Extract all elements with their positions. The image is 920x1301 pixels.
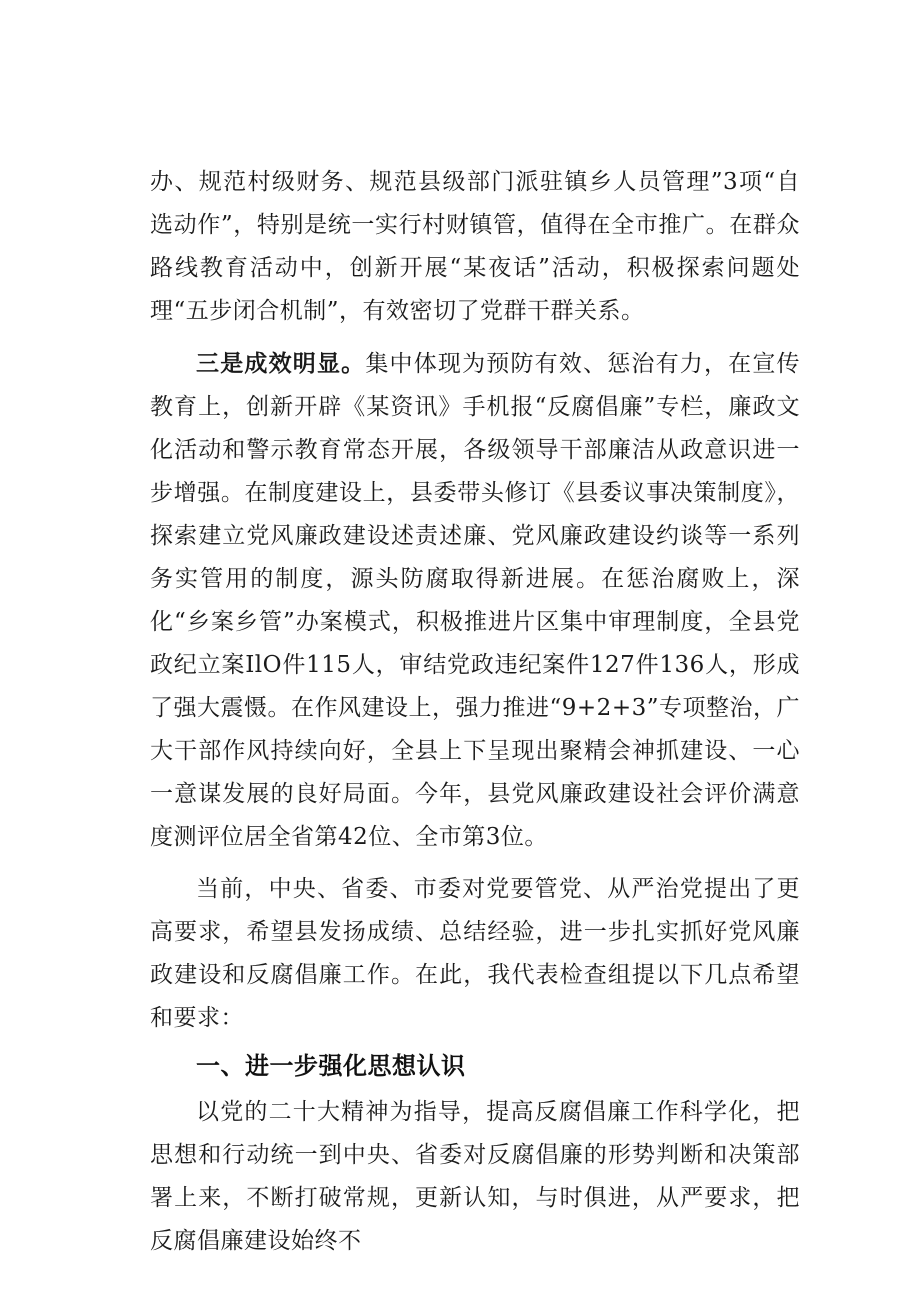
document-body	[150, 161, 800, 1263]
section-heading: 一、进一步强化思想认识	[196, 1052, 466, 1080]
paragraph-results-body: 集中体现为预防有效、惩治有力，在宣传教育上，创新开辟《某资讯》手机报“反腐倡廉”专栏，廉政文化活动和警示教育常态开展，各级领导干部廉洁从政意识进一步增强。在制度建设上，县委带头修订《县委议事决策制度》，探索建立党风廉政建设述责述廉、党风廉政建设约谈等一系列务实管用的制度，源头防腐取得新进展。在惩治腐败上，深化“乡案乡管”办案模式，积极推进片区集中审理制度，全县党政纪立案IlO件115人，审结党政违纪案件127件136人，形成了强大震慑。在作风建设上，强力推进“9+2+3”专项整治，广大干部作风持续向好，全县上下呈现出聚精会神抓建设、一心一意谋发展的良好局面。今年，县党风廉政建设社会评价满意度测评位居全省第42位、全市第3位。	[150, 351, 800, 850]
paragraph-requirements-intro: 当前，中央、省委、市委对党要管党、从严治党提出了更高要求，希望县发扬成绩、总结经验，进一步扎实抓好党风廉政建设和反腐倡廉工作。在此，我代表检查组提以下几点希望和要求：	[150, 876, 800, 1031]
paragraph-lead-heading: 三是成效明显。	[196, 350, 366, 377]
paragraph-results	[150, 342, 800, 859]
paragraph-continuation: 办、规范村级财务、规范县级部门派驻镇乡人员管理”3项“自选动作”，特别是统一实行村财镇管，值得在全市推广。在群众路线教育活动中，创新开展“某夜话”活动，积极探索问题处理“五步闭合机制”，有效密切了党群干群关系。	[150, 169, 800, 324]
paragraph-section-body: 以党的二十大精神为指导，提高反腐倡廉工作科学化，把思想和行动统一到中央、省委对反腐倡廉的形势判断和决策部署上来，不断打破常规，更新认知，与时俱进，从严要求，把反腐倡廉建设始终不	[150, 1099, 800, 1254]
